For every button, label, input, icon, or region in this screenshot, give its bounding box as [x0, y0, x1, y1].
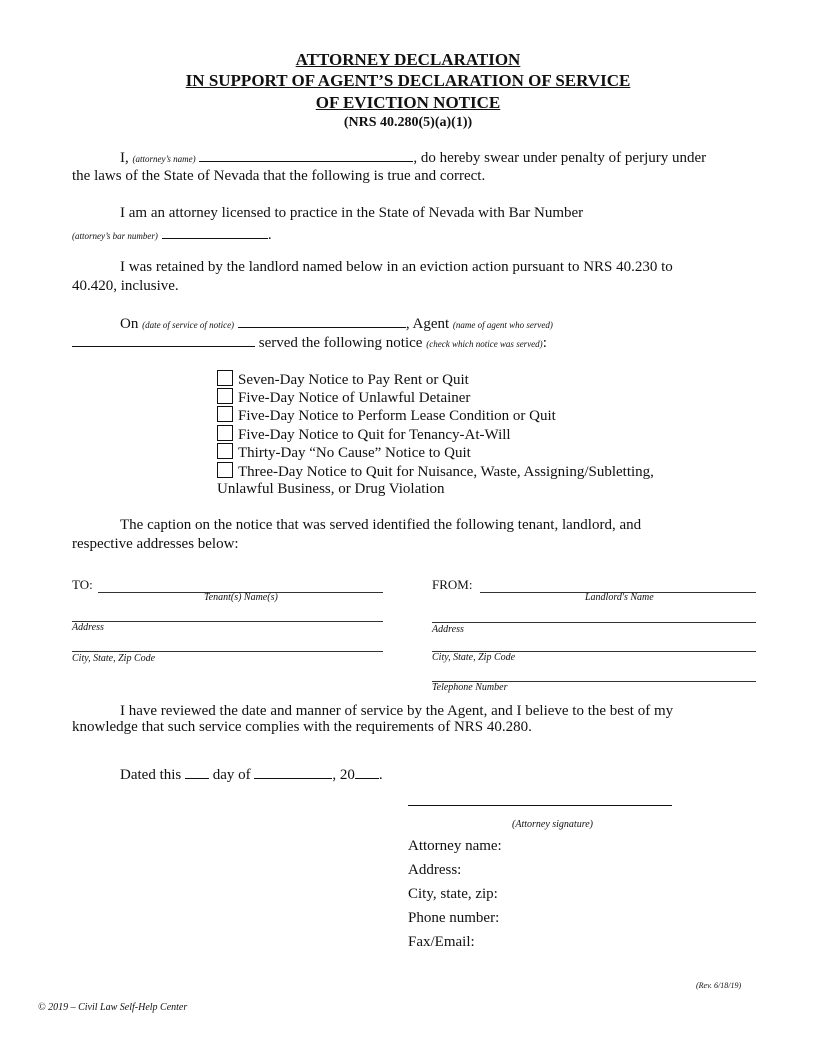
checkbox[interactable]: [217, 443, 233, 459]
notice-label: Three-Day Notice to Quit for Nuisance, Waste, Assigning/Subletting,: [238, 464, 654, 480]
checkbox[interactable]: [217, 462, 233, 478]
notice-option-6[interactable]: [217, 462, 654, 481]
served-notice-line: [72, 334, 547, 352]
para5-line1: The caption on the notice that was served identified the following tenant, landlord, and: [120, 517, 642, 533]
landlord-phone-label: Telephone Number: [432, 682, 508, 693]
notice-option-4[interactable]: [217, 425, 511, 444]
year-field[interactable]: [355, 766, 379, 779]
para4-colon: :: [542, 335, 547, 351]
dated-year-prefix: , 20: [332, 767, 355, 783]
bar-number-hint: (attorney’s bar number): [72, 231, 158, 241]
attorney-fax-email-field-label: Fax/Email:: [408, 934, 475, 950]
service-date-hint: (date of service of notice): [142, 320, 235, 330]
dated-prefix: Dated this: [120, 767, 182, 783]
para3-line1: I was retained by the landlord named below in an eviction action pursuant to NRS 40.230 to: [120, 259, 673, 275]
para3-line2: 40.420, inclusive.: [72, 278, 179, 294]
attorney-phone-field-label: Phone number:: [408, 910, 500, 926]
day-field[interactable]: [185, 766, 209, 779]
checkbox[interactable]: [217, 388, 233, 404]
notice-option-5[interactable]: [217, 443, 471, 462]
notice-option-1[interactable]: [217, 370, 469, 389]
para1-end: , do hereby swear under penalty of perjury under: [413, 150, 707, 166]
dated-line: [120, 766, 383, 784]
dated-day-of: day of: [212, 767, 251, 783]
notice-label: Five-Day Notice to Quit for Tenancy-At-Will: [238, 427, 511, 443]
bar-number-line: [72, 226, 272, 244]
check-notice-hint: (check which notice was served): [426, 339, 543, 349]
tenant-city-label: City, State, Zip Code: [72, 653, 156, 664]
title-line-2: IN SUPPORT OF AGENT’S DECLARATION OF SERVICE: [185, 71, 631, 90]
service-date-line: [120, 315, 553, 333]
para6-line1: I have reviewed the date and manner of service by the Agent, and I believe to the best of my: [120, 703, 674, 719]
landlord-name-label: Landlord's Name: [585, 592, 654, 603]
para1-start: I,: [120, 150, 129, 166]
attorney-name-hint: (attorney’s name): [132, 154, 196, 164]
para4-agent: , Agent: [405, 316, 450, 332]
landlord-address-field[interactable]: [432, 622, 756, 623]
para2-end: .: [267, 227, 272, 243]
tenant-address-label: Address: [72, 622, 104, 633]
attorney-city-field-label: City, state, zip:: [408, 886, 498, 902]
title-line-3: OF EVICTION NOTICE: [315, 93, 501, 112]
revision-date: (Rev. 6/18/19): [696, 981, 742, 990]
tenant-name-label: Tenant(s) Name(s): [204, 592, 278, 603]
statute-reference: (NRS 40.280(5)(a)(1)): [343, 115, 473, 130]
notice-label: Thirty-Day “No Cause” Notice to Quit: [238, 445, 471, 461]
landlord-address-label: Address: [432, 624, 464, 635]
attorney-name-field[interactable]: [199, 149, 413, 162]
checkbox[interactable]: [217, 406, 233, 422]
checkbox[interactable]: [217, 425, 233, 441]
para4-on: On: [120, 316, 139, 332]
para2-line1: I am an attorney licensed to practice in the State of Nevada with Bar Number: [120, 205, 584, 221]
title-line-1: ATTORNEY DECLARATION: [295, 50, 521, 69]
para4-served: served the following notice: [258, 335, 423, 351]
notice-option-2[interactable]: [217, 388, 470, 407]
signature-field[interactable]: [408, 805, 672, 806]
signature-label: (Attorney signature): [512, 819, 594, 830]
para1-line2: the laws of the State of Nevada that the following is true and correct.: [72, 168, 486, 184]
bar-number-field[interactable]: [162, 229, 268, 239]
notice-label: Five-Day Notice of Unlawful Detainer: [238, 390, 471, 406]
notice-label: Seven-Day Notice to Pay Rent or Quit: [238, 372, 469, 388]
service-date-field[interactable]: [238, 315, 406, 328]
attorney-address-field-label: Address:: [408, 862, 462, 878]
from-label: FROM:: [432, 577, 473, 592]
copyright: © 2019 – Civil Law Self-Help Center: [38, 1002, 188, 1013]
checkbox[interactable]: [217, 370, 233, 386]
month-field[interactable]: [254, 766, 332, 779]
notice-label: Five-Day Notice to Perform Lease Condition or Quit: [238, 408, 556, 424]
tenant-city-field[interactable]: [72, 651, 383, 652]
agent-name-field[interactable]: [72, 334, 255, 347]
dated-end: .: [378, 767, 383, 783]
attorney-name-field-label: Attorney name:: [408, 838, 502, 854]
para5-line2: respective addresses below:: [72, 536, 239, 552]
agent-name-hint: (name of agent who served): [452, 320, 553, 330]
para6-line2: knowledge that such service complies with the requirements of NRS 40.280.: [72, 719, 532, 735]
notice-option-6-continuation: Unlawful Business, or Drug Violation: [217, 481, 445, 497]
landlord-city-label: City, State, Zip Code: [432, 652, 516, 663]
to-label: TO:: [72, 577, 93, 592]
attorney-name-line: [120, 149, 706, 167]
notice-option-3[interactable]: [217, 406, 556, 425]
tenant-address-field[interactable]: [72, 621, 383, 622]
